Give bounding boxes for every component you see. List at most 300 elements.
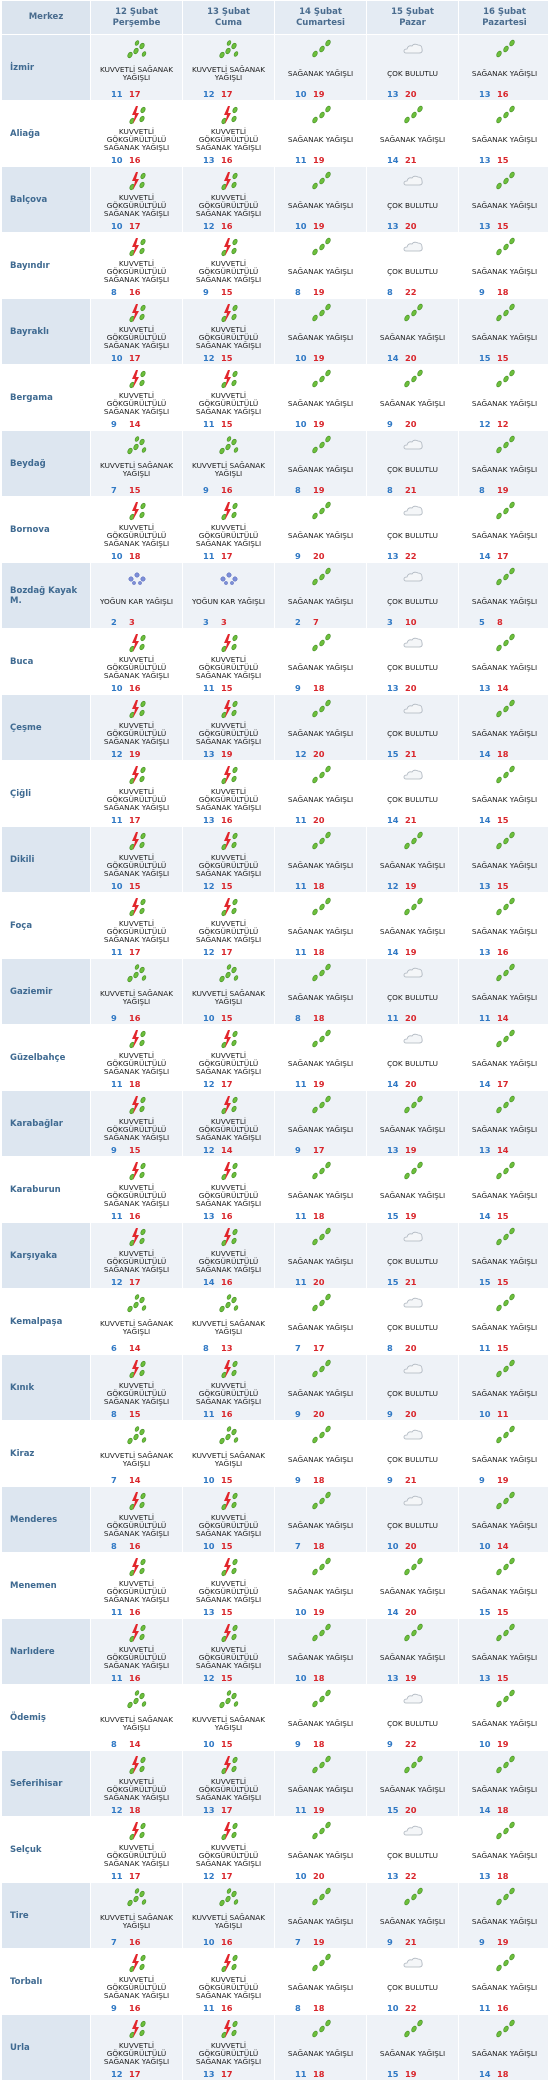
city-name: Çiğli [2,761,90,826]
max-temp: 16 [221,815,233,825]
max-temp: 16 [129,1937,141,1947]
shower-icon [402,1887,424,1907]
min-temp: 12 [111,749,123,759]
temperature-range [479,287,509,297]
min-temp: 8 [295,287,301,297]
condition-text: SAĞANAK YAĞIŞLI [471,1785,538,1794]
min-temp: 8 [295,485,301,495]
forecast-cell [367,1025,458,1090]
max-temp: 22 [405,551,417,561]
thunder-shower-icon [126,1029,148,1049]
temperature-range [479,1871,509,1881]
thunder-shower-icon [126,105,148,125]
temperature-range [203,617,227,627]
min-temp: 9 [111,1013,117,1023]
forecast-cell [367,233,458,298]
temperature-range [203,881,233,891]
condition-text: SAĞANAK YAĞIŞLI [287,1455,354,1464]
temperature-range [387,419,417,429]
condition-text: KUVVETLİ GÖKGÜRÜLTÜLÜ SAĞANAK YAĞIŞLI [103,1975,170,2000]
min-temp: 15 [479,1607,491,1617]
max-temp: 15 [221,683,233,693]
temperature-range [203,1013,233,1023]
temperature-range [111,2069,141,2079]
thunder-shower-icon [126,1491,148,1511]
max-temp: 22 [405,2003,417,2013]
min-temp: 11 [295,1805,307,1815]
forecast-cell [183,233,274,298]
condition-text: KUVVETLİ GÖKGÜRÜLTÜLÜ SAĞANAK YAĞIŞLI [195,1117,262,1142]
forecast-cell [459,563,548,628]
temperature-range [295,1673,325,1683]
heavy-shower-icon [126,1425,148,1445]
condition-text: KUVVETLİ GÖKGÜRÜLTÜLÜ SAĞANAK YAĞIŞLI [195,1843,262,1868]
condition-text: SAĞANAK YAĞIŞLI [287,465,354,474]
temperature-range [203,1607,233,1617]
min-temp: 11 [111,1607,123,1617]
condition-text: SAĞANAK YAĞIŞLI [471,729,538,738]
temperature-range [295,1409,325,1419]
min-temp: 12 [111,2069,123,2079]
day-date: 13 Şubat [207,6,250,17]
condition-text: SAĞANAK YAĞIŞLI [379,399,446,408]
heavy-shower-icon [218,1887,240,1907]
min-temp: 8 [387,1343,393,1353]
heavy-shower-icon [126,39,148,59]
table-row [2,695,548,760]
shower-icon [402,1161,424,1181]
temperature-range [387,1277,417,1287]
max-temp: 19 [313,485,325,495]
max-temp: 21 [405,815,417,825]
forecast-cell [91,1289,182,1354]
temperature-range [111,353,141,363]
max-temp: 16 [221,1277,233,1287]
shower-icon [402,1755,424,1775]
condition-text: SAĞANAK YAĞIŞLI [471,1587,538,1596]
shower-icon [494,699,516,719]
shower-icon [494,369,516,389]
thunder-shower-icon [218,1953,240,1973]
forecast-cell [275,1817,366,1882]
temperature-range [387,1409,417,1419]
condition-text: KUVVETLİ GÖKGÜRÜLTÜLÜ SAĞANAK YAĞIŞLI [195,853,262,878]
thunder-shower-icon [126,171,148,191]
forecast-cell [367,1619,458,1684]
temperature-range [111,1013,141,1023]
condition-text: KUVVETLİ GÖKGÜRÜLTÜLÜ SAĞANAK YAĞIŞLI [103,127,170,152]
max-temp: 18 [313,1475,325,1485]
temperature-range [203,947,233,957]
max-temp: 14 [221,1145,233,1155]
max-temp: 20 [405,1079,417,1089]
table-row [2,1949,548,2014]
forecast-cell [91,629,182,694]
forecast-cell [275,35,366,100]
forecast-cell [91,959,182,1024]
condition-text: ÇOK BULUTLU [387,1323,438,1332]
condition-text: SAĞANAK YAĞIŞLI [287,597,354,606]
table-row [2,365,548,430]
forecast-cell [459,827,548,892]
forecast-cell [275,563,366,628]
max-temp: 16 [129,1673,141,1683]
condition-text: ÇOK BULUTLU [387,531,438,540]
forecast-cell [91,827,182,892]
thunder-shower-icon [126,1755,148,1775]
max-temp: 19 [313,1607,325,1617]
min-temp: 9 [387,1409,393,1419]
max-temp: 19 [405,1673,417,1683]
min-temp: 11 [203,683,215,693]
max-temp: 19 [313,155,325,165]
condition-text: SAĞANAK YAĞIŞLI [379,1653,446,1662]
min-temp: 13 [387,683,399,693]
table-row [2,35,548,100]
forecast-cell [367,365,458,430]
temperature-range [203,419,233,429]
condition-text: SAĞANAK YAĞIŞLI [287,1917,354,1926]
max-temp: 15 [221,881,233,891]
forecast-cell [367,1487,458,1552]
shower-icon [310,2019,332,2039]
max-temp: 15 [221,1739,233,1749]
max-temp: 19 [497,1937,509,1947]
min-temp: 11 [479,1343,491,1353]
min-temp: 13 [479,683,491,693]
temperature-range [295,1079,325,1089]
condition-text: SAĞANAK YAĞIŞLI [287,795,354,804]
temperature-range [479,749,509,759]
min-temp: 9 [295,1475,301,1485]
temperature-range [387,221,417,231]
shower-icon [494,1293,516,1313]
temperature-range [387,947,417,957]
min-temp: 14 [203,1277,215,1287]
cloudy-icon [402,237,424,257]
temperature-range [111,1343,141,1353]
shower-icon [494,1359,516,1379]
condition-text: SAĞANAK YAĞIŞLI [471,135,538,144]
temperature-range [295,89,325,99]
condition-text: KUVVETLİ GÖKGÜRÜLTÜLÜ SAĞANAK YAĞIŞLI [103,1843,170,1868]
shower-icon [494,831,516,851]
condition-text: ÇOK BULUTLU [387,267,438,276]
forecast-cell [459,299,548,364]
temperature-range [295,1277,325,1287]
temperature-range [203,1343,233,1353]
temperature-range [203,749,233,759]
temperature-range [203,683,233,693]
forecast-cell [91,365,182,430]
max-temp: 15 [129,485,141,495]
thunder-shower-icon [126,1953,148,1973]
min-temp: 13 [203,749,215,759]
condition-text: KUVVETLİ SAĞANAK YAĞIŞLI [191,1319,266,1336]
max-temp: 15 [129,1409,141,1419]
condition-text: SAĞANAK YAĞIŞLI [287,69,354,78]
min-temp: 11 [479,2003,491,2013]
temperature-range [111,155,141,165]
max-temp: 18 [313,1541,325,1551]
min-temp: 10 [387,2003,399,2013]
forecast-cell [275,1223,366,1288]
min-temp: 12 [111,1277,123,1287]
thunder-shower-icon [218,897,240,917]
condition-text: SAĞANAK YAĞIŞLI [471,399,538,408]
thunder-shower-icon [218,765,240,785]
table-row [2,167,548,232]
forecast-cell [459,1157,548,1222]
temperature-range [387,1145,417,1155]
max-temp: 19 [405,1211,417,1221]
max-temp: 20 [405,89,417,99]
temperature-range [203,155,233,165]
forecast-cell [459,893,548,958]
temperature-range [387,1673,417,1683]
max-temp: 15 [497,1673,509,1683]
forecast-cell [367,827,458,892]
min-temp: 6 [111,1343,117,1353]
temperature-range [111,815,141,825]
table-row [2,1883,548,1948]
table-row [2,1553,548,1618]
table-row [2,1685,548,1750]
min-temp: 14 [479,1079,491,1089]
condition-text: SAĞANAK YAĞIŞLI [471,1983,538,1992]
max-temp: 20 [313,1277,325,1287]
max-temp: 17 [497,551,509,561]
min-temp: 8 [111,1541,117,1551]
forecast-cell [91,761,182,826]
forecast-cell [275,1091,366,1156]
shower-icon [494,1689,516,1709]
shower-icon [310,1821,332,1841]
max-temp: 17 [221,1805,233,1815]
forecast-cell [459,101,548,166]
shower-icon [402,369,424,389]
forecast-cell [367,299,458,364]
temperature-range [295,2003,325,2013]
day-header [275,1,366,34]
condition-text: ÇOK BULUTLU [387,993,438,1002]
min-temp: 11 [295,1211,307,1221]
thunder-shower-icon [126,2019,148,2039]
max-temp: 14 [497,1013,509,1023]
temperature-range [203,1145,233,1155]
min-temp: 8 [111,1409,117,1419]
forecast-cell [459,1091,548,1156]
condition-text: SAĞANAK YAĞIŞLI [287,993,354,1002]
city-name: Urla [2,2015,90,2080]
thunder-shower-icon [126,1623,148,1643]
forecast-cell [183,1091,274,1156]
temperature-range [111,1409,141,1419]
forecast-cell [367,959,458,1024]
temperature-range [387,1805,417,1815]
forecast-cell [367,563,458,628]
cloudy-icon [402,1953,424,1973]
max-temp: 12 [497,419,509,429]
shower-icon [310,171,332,191]
forecast-cell [275,893,366,958]
min-temp: 5 [479,617,485,627]
forecast-cell [367,167,458,232]
thunder-shower-icon [218,171,240,191]
thunder-shower-icon [126,369,148,389]
min-temp: 14 [387,353,399,363]
forecast-cell [183,761,274,826]
thunder-shower-icon [218,237,240,257]
shower-icon [494,1623,516,1643]
forecast-cell [183,1949,274,2014]
forecast-cell [367,695,458,760]
city-name: Beydağ [2,431,90,496]
min-temp: 14 [479,815,491,825]
forecast-cell [91,1223,182,1288]
temperature-range [479,1739,509,1749]
cloudy-icon [402,633,424,653]
condition-text: ÇOK BULUTLU [387,465,438,474]
forecast-cell [183,365,274,430]
temperature-range [111,683,141,693]
forecast-cell [459,959,548,1024]
temperature-range [203,1805,233,1815]
max-temp: 17 [221,1079,233,1089]
min-temp: 13 [479,947,491,957]
condition-text: KUVVETLİ SAĞANAK YAĞIŞLI [99,65,174,82]
max-temp: 18 [313,1211,325,1221]
condition-text: KUVVETLİ GÖKGÜRÜLTÜLÜ SAĞANAK YAĞIŞLI [195,127,262,152]
forecast-cell [367,1091,458,1156]
forecast-cell [91,35,182,100]
thunder-shower-icon [218,1491,240,1511]
min-temp: 9 [111,1145,117,1155]
temperature-range [479,617,503,627]
condition-text: KUVVETLİ SAĞANAK YAĞIŞLI [99,1715,174,1732]
temperature-range [479,1475,509,1485]
thunder-shower-icon [218,1161,240,1181]
max-temp: 19 [405,2069,417,2079]
day-header [91,1,182,34]
temperature-range [203,1673,233,1683]
condition-text: SAĞANAK YAĞIŞLI [287,1521,354,1530]
max-temp: 18 [313,2003,325,2013]
max-temp: 16 [129,2003,141,2013]
min-temp: 14 [479,2069,491,2079]
forecast-cell [275,167,366,232]
min-temp: 12 [203,947,215,957]
day-date: 16 Şubat [483,6,526,17]
day-header [367,1,458,34]
temperature-range [203,221,233,231]
forecast-cell [91,563,182,628]
table-row [2,431,548,496]
temperature-range [203,1475,233,1485]
condition-text: SAĞANAK YAĞIŞLI [287,1983,354,1992]
forecast-cell [367,1157,458,1222]
max-temp: 19 [129,749,141,759]
condition-text: SAĞANAK YAĞIŞLI [379,927,446,936]
thunder-shower-icon [126,303,148,323]
min-temp: 13 [479,1145,491,1155]
temperature-range [479,1013,509,1023]
cloudy-icon [402,1491,424,1511]
min-temp: 11 [111,1673,123,1683]
temperature-range [295,1607,325,1617]
forecast-cell [275,1025,366,1090]
forecast-cell [183,1883,274,1948]
shower-icon [310,633,332,653]
temperature-range [479,1409,509,1419]
forecast-cell [459,1487,548,1552]
temperature-range [111,1541,141,1551]
shower-icon [310,1227,332,1247]
forecast-cell [183,629,274,694]
thunder-shower-icon [218,2019,240,2039]
shower-icon [310,435,332,455]
max-temp: 17 [129,947,141,957]
min-temp: 12 [203,881,215,891]
forecast-cell [275,1487,366,1552]
temperature-range [479,551,509,561]
city-name: Aliağa [2,101,90,166]
condition-text: KUVVETLİ GÖKGÜRÜLTÜLÜ SAĞANAK YAĞIŞLI [103,259,170,284]
max-temp: 13 [221,1343,233,1353]
day-name: Perşembe [112,17,161,28]
forecast-cell [275,695,366,760]
forecast-cell [459,233,548,298]
max-temp: 20 [313,749,325,759]
day-header [183,1,274,34]
forecast-cell [275,827,366,892]
min-temp: 10 [111,155,123,165]
min-temp: 10 [111,881,123,891]
min-temp: 14 [387,1607,399,1617]
min-temp: 14 [479,1211,491,1221]
min-temp: 2 [295,617,301,627]
condition-text: SAĞANAK YAĞIŞLI [287,2049,354,2058]
min-temp: 3 [203,617,209,627]
shower-icon [310,1755,332,1775]
heavy-shower-icon [126,1689,148,1709]
max-temp: 15 [497,1343,509,1353]
min-temp: 8 [295,1013,301,1023]
min-temp: 8 [387,287,393,297]
condition-text: SAĞANAK YAĞIŞLI [471,531,538,540]
forecast-cell [183,167,274,232]
min-temp: 9 [295,1145,301,1155]
thunder-shower-icon [218,1029,240,1049]
temperature-range [387,2003,417,2013]
shower-icon [494,963,516,983]
shower-icon [494,1755,516,1775]
thunder-shower-icon [218,1821,240,1841]
forecast-cell [275,365,366,430]
temperature-range [387,1211,417,1221]
max-temp: 19 [405,881,417,891]
condition-text: KUVVETLİ GÖKGÜRÜLTÜLÜ SAĞANAK YAĞIŞLI [103,853,170,878]
shower-icon [494,105,516,125]
max-temp: 16 [129,1541,141,1551]
temperature-range [479,683,509,693]
shower-icon [494,1029,516,1049]
max-temp: 19 [313,419,325,429]
max-temp: 16 [497,947,509,957]
temperature-range [111,1475,141,1485]
max-temp: 20 [405,1343,417,1353]
max-temp: 18 [497,1805,509,1815]
